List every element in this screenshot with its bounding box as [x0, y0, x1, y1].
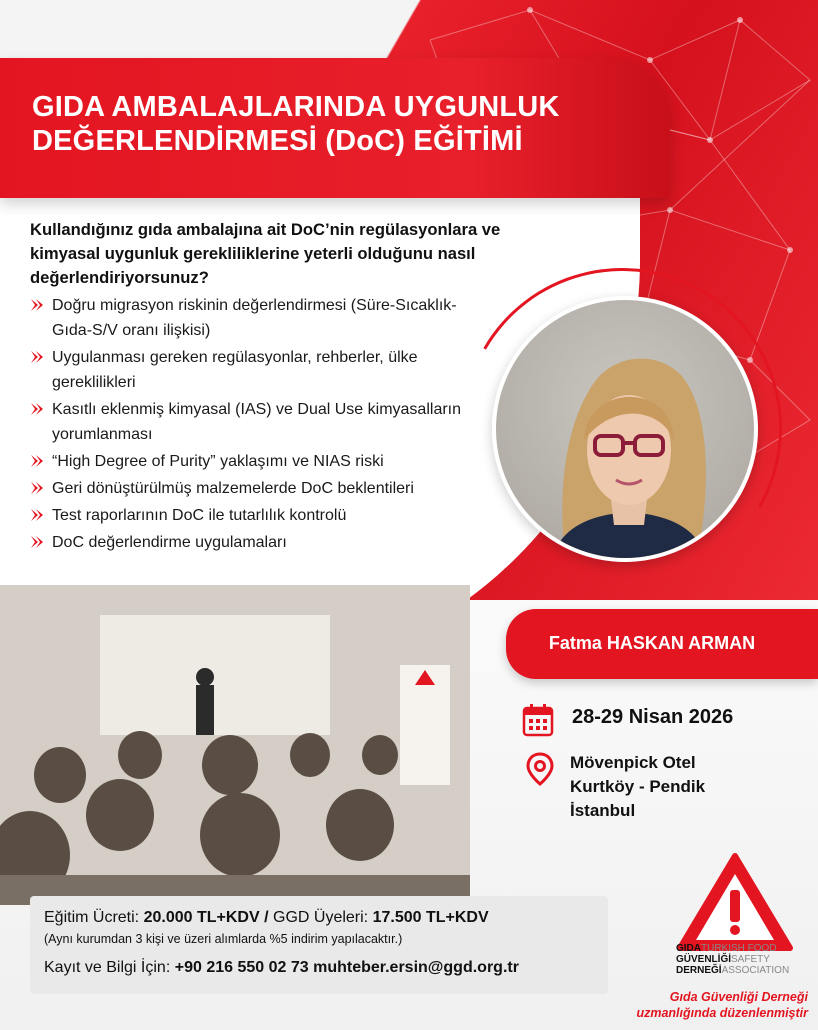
- chevron-right-icon: [30, 535, 44, 549]
- trainer-illustration: [496, 300, 758, 562]
- topic-text: “High Degree of Purity” yaklaşımı ve NIAS riski: [52, 453, 384, 470]
- chevron-right-icon: [30, 481, 44, 495]
- page-title-line-1: GIDA AMBALAJLARINDA UYGUNLUK: [32, 91, 560, 123]
- seminar-room-illustration: [0, 585, 470, 905]
- topic-text: Doğru migrasyon riskinin değerlendirmesi (Süre-Sıcaklık-Gıda-S/V oranı ilişkisi): [52, 297, 457, 339]
- brand-tr-2: GÜVENLİĞİ: [676, 954, 732, 965]
- event-location: [570, 751, 800, 823]
- member-fee-label: GGD Üyeleri:: [273, 909, 369, 926]
- brand-en-2: SAFETY: [731, 954, 770, 965]
- calendar-icon: [522, 703, 554, 737]
- topic-text: Uygulanması gereken regülasyonlar, rehberler, ülke gereklilikleri: [52, 349, 418, 391]
- map-pin-icon: [524, 752, 556, 786]
- fee-price: 20.000 TL+KDV: [143, 909, 260, 926]
- discount-note: (Aynı kurumdan 3 kişi ve üzeri alımlarda %5 indirim yapılacaktır.): [44, 932, 403, 946]
- tagline-line-1: Gıda Güvenliği Derneği: [669, 990, 808, 1004]
- member-fee-price: 17.500 TL+KDV: [372, 909, 489, 926]
- fee-label: Eğitim Ücreti:: [44, 909, 140, 926]
- chevron-right-icon: [30, 298, 44, 312]
- topic-item: [30, 530, 470, 555]
- organizer-tagline: [618, 989, 808, 1021]
- trainer-name: Fatma HASKAN ARMAN: [548, 633, 756, 653]
- contact-label: Kayıt ve Bilgi İçin:: [44, 959, 171, 976]
- contact-phone[interactable]: +90 216 550 02 73: [174, 959, 309, 976]
- contact-email[interactable]: muhteber.ersin@ggd.org.tr: [313, 959, 519, 976]
- intro-question: Kullandığınız gıda ambalajına ait DoC’nin regülasyonlara ve kimyasal uygunluk gerekliliklerine yeterli olduğunu nasıl değerlendiriyorsunuz?: [30, 220, 501, 287]
- brand-tr-1: GIDA: [676, 943, 701, 954]
- chevron-right-icon: [30, 454, 44, 468]
- topic-item: [30, 345, 470, 395]
- fee-line: [44, 909, 489, 927]
- topic-list: [30, 293, 470, 557]
- ggd-brand-text: [676, 943, 806, 976]
- topic-item: [30, 293, 470, 343]
- chevron-right-icon: [30, 402, 44, 416]
- chevron-right-icon: [30, 508, 44, 522]
- tagline-line-2: uzmanlığında düzenlenmiştir: [636, 1006, 808, 1020]
- topic-item: [30, 476, 470, 501]
- audience-photo: [0, 585, 470, 905]
- topic-item: [30, 449, 470, 474]
- topic-text: Geri dönüştürülmüş malzemelerde DoC beklentileri: [52, 480, 414, 497]
- fee-separator: /: [264, 909, 269, 926]
- event-date: 28-29 Nisan 2026: [572, 706, 734, 728]
- chevron-right-icon: [30, 350, 44, 364]
- topic-text: Kasıtlı eklenmiş kimyasal (IAS) ve Dual Use kimyasalların yorumlanması: [52, 401, 462, 443]
- brand-tr-3: DERNEĞİ: [676, 965, 722, 976]
- topic-text: Test raporlarının DoC ile tutarlılık kontrolü: [52, 507, 347, 524]
- brand-en-1: TURKISH FOOD: [701, 943, 777, 954]
- location-district: Kurtköy - Pendik: [570, 777, 706, 796]
- location-city: İstanbul: [570, 801, 636, 820]
- trainer-photo: [492, 296, 758, 562]
- page-title-line-2: DEĞERLENDİRMESİ (DoC) EĞİTİMİ: [32, 125, 523, 157]
- contact-line: [44, 959, 519, 977]
- brand-en-3: ASSOCIATION: [721, 965, 790, 976]
- topic-text: DoC değerlendirme uygulamaları: [52, 534, 287, 551]
- topic-item: [30, 397, 470, 447]
- ggd-logo-icon: [676, 852, 794, 952]
- topic-item: [30, 503, 470, 528]
- location-venue: Mövenpick Otel: [570, 753, 696, 772]
